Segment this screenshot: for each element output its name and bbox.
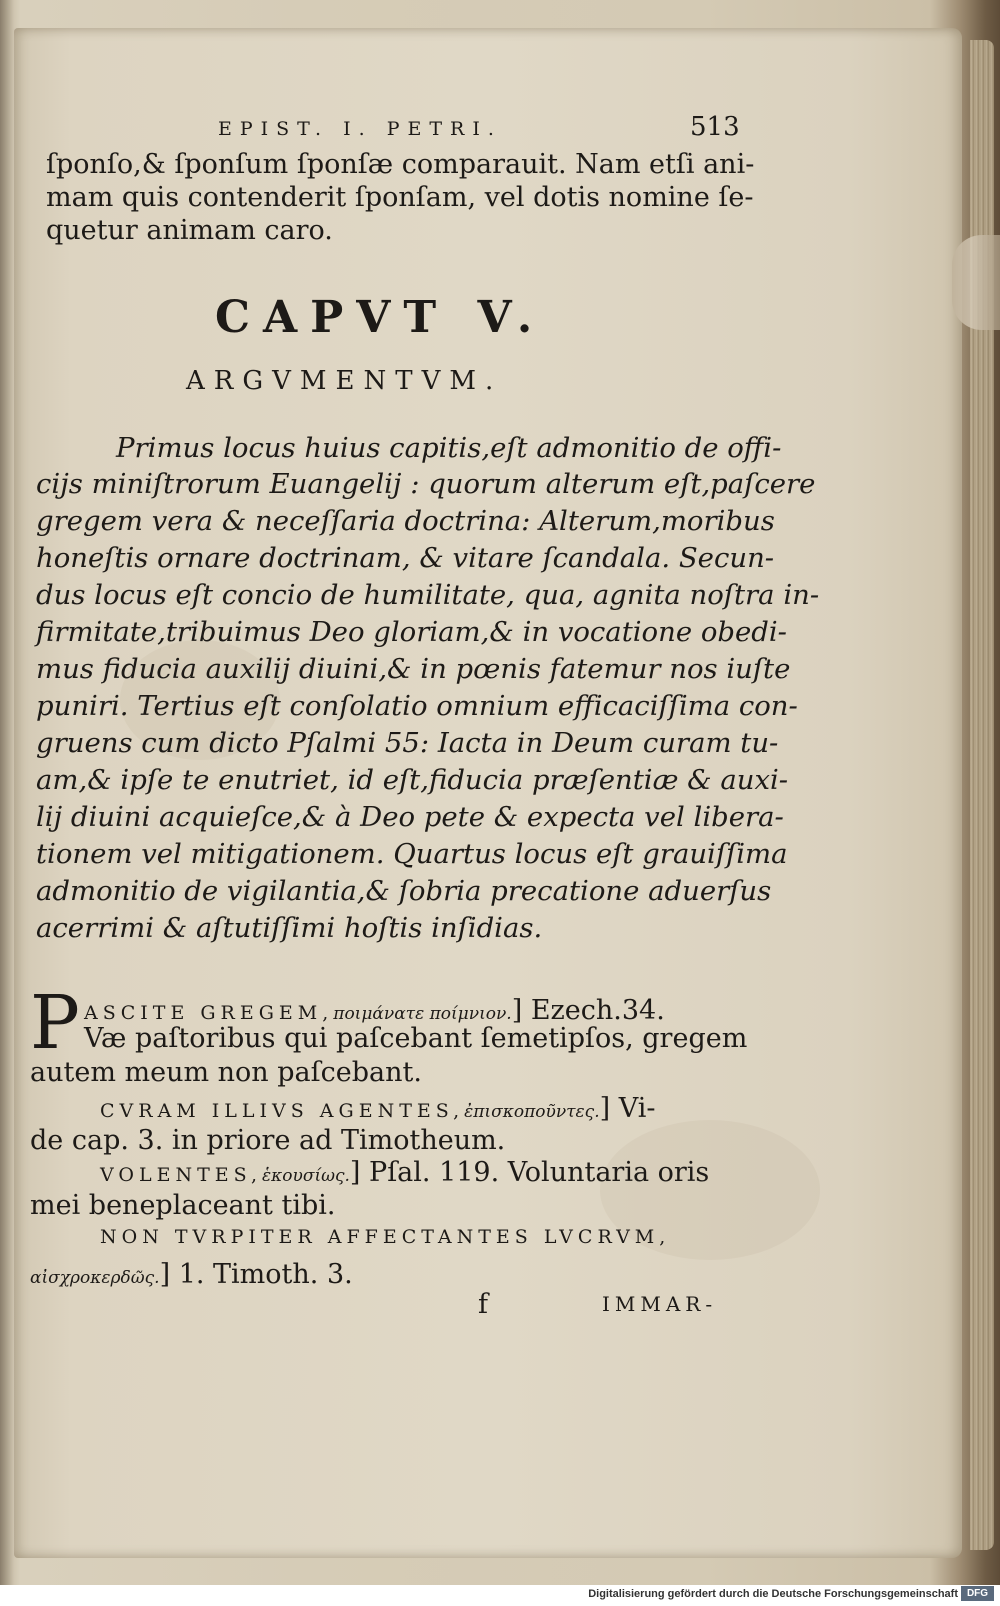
argument-heading: ARGVMENTVM.	[186, 366, 503, 396]
commentary-entry-4-cont	[30, 1258, 353, 1291]
dfg-logo: DFG	[961, 1586, 994, 1601]
argument-line: dus locus eſt concio de humilitate, qua, agnita noſtra in-	[36, 579, 820, 611]
argument-line: gruens cum dicto Pſalmi 55: Iacta in Deum curam tu-	[36, 727, 779, 759]
greek-term: αἰσχροκερδῶς.	[30, 1268, 160, 1288]
argument-line: Primus locus huius capitis,eſt admonitio de offi-	[116, 432, 782, 464]
reference: ] Pſal. 119. Voluntaria oris	[349, 1157, 710, 1188]
lemma: CVRAM ILLIVS AGENTES,	[100, 1100, 465, 1122]
greek-term: ἑκουσίως.	[262, 1166, 350, 1186]
commentary-line: autem meum non paſcebant.	[30, 1057, 422, 1088]
commentary-entry-4	[100, 1226, 670, 1248]
argument-line: puniri. Tertius eſt conſolatio omnium efficaciſſima con-	[36, 690, 798, 722]
greek-term: ποιμάνατε ποίμνιον.	[333, 1004, 512, 1024]
page-tab-marker	[952, 235, 1000, 330]
commentary-entry-2	[100, 1092, 656, 1125]
commentary-line: de cap. 3. in priore ad Timotheum.	[30, 1125, 506, 1156]
commentary-line: Væ paſtoribus qui paſcebant ſemetipſos, gregem	[84, 1023, 748, 1054]
opening-line-1: ſponſo,& ſponſum ſponſæ comparauit. Nam etſi ani-	[46, 149, 755, 180]
argument-line: lij diuini acquieſce,& à Deo pete & expecta vel libera-	[36, 801, 784, 833]
argument-line: gregem vera & neceſſaria doctrina: Alterum,moribus	[36, 505, 775, 537]
argument-line: honeſtis ornare doctrinam, & vitare ſcandala. Secun-	[36, 542, 775, 574]
greek-term: ἐπισκοποῦντες.	[464, 1102, 600, 1122]
argument-line: tionem vel mitigationem. Quartus locus eſt grauiſſima	[36, 838, 788, 870]
commentary-line: mei beneplaceant tibi.	[30, 1190, 336, 1221]
argument-line: am,& ipſe te enutriet, id eſt,fiducia præſentiæ & auxi-	[36, 764, 789, 796]
lemma: ASCITE GREGEM,	[84, 1002, 334, 1024]
chapter-title: CAPVT V.	[215, 292, 546, 343]
lemma: VOLENTES,	[100, 1164, 262, 1186]
argument-line: acerrimi & aſtutiſſimi hoſtis inſidias.	[36, 912, 543, 944]
drop-cap: P	[30, 980, 80, 1066]
reference: ] Vi-	[599, 1093, 656, 1124]
opening-line-2: mam quis contenderit ſponſam, vel dotis nomine ſe-	[46, 182, 754, 213]
opening-line-3: quetur animam caro.	[46, 215, 333, 246]
argument-line: cijs miniſtrorum Euangelij : quorum alterum eſt,paſcere	[36, 468, 816, 500]
argument-line: firmitate,tribuimus Deo gloriam,& in vocatione obedi-	[36, 616, 787, 648]
commentary-entry-3	[100, 1156, 709, 1189]
reference: ] 1. Timoth. 3.	[159, 1259, 353, 1290]
reference: ] Ezech.34.	[511, 995, 665, 1026]
footer-credit: Digitalisierung gefördert durch die Deutsche Forschungsgemeinschaft	[588, 1588, 958, 1600]
running-title: EPIST. I. PETRI.	[218, 118, 502, 140]
signature-mark: f	[478, 1289, 488, 1320]
argument-line: mus fiducia auxilij diuini,& in pœnis fatemur nos iuſte	[36, 653, 791, 685]
argument-line: admonitio de vigilantia,& ſobria precatione aduerſus	[36, 875, 772, 907]
catchword: IMMAR-	[602, 1292, 718, 1316]
lemma: NON TVRPITER AFFECTANTES LVCRVM,	[100, 1226, 671, 1248]
page-number: 513	[690, 112, 740, 142]
